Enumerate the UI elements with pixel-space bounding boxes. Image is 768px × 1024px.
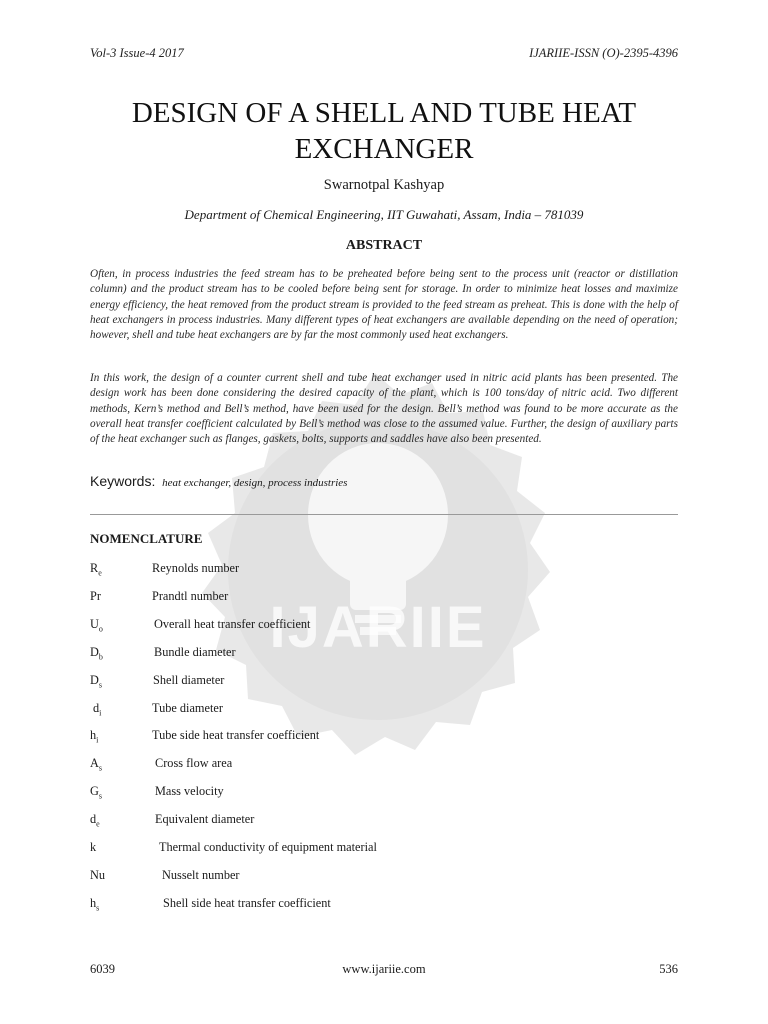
nomenclature-item bbox=[90, 589, 590, 607]
nomenclature-item bbox=[90, 728, 590, 746]
author-name: Swarnotpal Kashyap bbox=[323, 177, 445, 193]
keywords-text: heat exchanger, design, process industries bbox=[162, 477, 348, 489]
nomenclature-item bbox=[90, 701, 590, 719]
nomenclature-item bbox=[90, 645, 590, 663]
paper-title: DESIGN OF A SHELL AND TUBE HEAT EXCHANGER bbox=[131, 97, 637, 165]
nomenclature-definition: Mass velocity bbox=[155, 784, 224, 799]
nomenclature-symbol: Nu bbox=[90, 867, 106, 882]
nomenclature-symbol: $h_i$ bbox=[90, 728, 99, 745]
footer-website: www.ijariie.com bbox=[342, 962, 426, 976]
header-issn: IJARIIE-ISSN (O)-2395-4396 bbox=[529, 46, 678, 60]
abstract-paragraph: Often, in process industries the feed stream has to be preheated before being sent to the process unit (reactor or distillation column) and the product stream has to be cooled before being sent for storage. In order to minimize heat losses and maximize energy efficiency, the heat removed from the product stream is provided to the feed stream as preheat. This is done with the help of heat exchangers in process industries. Many different types of heat exchangers are available depending on the need of operation; however, shell and tube heat exchangers are by far the most commonly used heat exchangers. bbox=[90, 268, 678, 342]
nomenclature-item bbox=[90, 756, 590, 774]
abstract-paragraph: In this work, the design of a counter current shell and tube heat exchanger used in nitric acid plants has been presented. The design work has been done considering the desired capacity of the plant, which is 100 tons/day of nitric acid. Two different methods, Kern’s method and Bell’s method, have been used for the design. Bell’s method was found to be more accurate as the overall heat transfer coefficient calculated by Bell’s method was close to the assumed value. Further, the design of auxiliary parts of the heat exchanger such as flanges, gaskets, bolts, supports and saddles have also been presented. bbox=[90, 372, 678, 446]
nomenclature-definition: Shell diameter bbox=[153, 672, 225, 687]
nomenclature-definition: Equivalent diameter bbox=[155, 812, 255, 827]
nomenclature-symbol: $R_e$ bbox=[90, 561, 102, 578]
nomenclature-definition: Tube side heat transfer coefficient bbox=[152, 728, 320, 743]
nomenclature-symbol: $A_s$ bbox=[90, 756, 103, 773]
nomenclature-symbol: Pr bbox=[90, 588, 101, 603]
nomenclature-definition: Tube diameter bbox=[152, 700, 223, 715]
nomenclature-heading: NOMENCLATURE bbox=[90, 531, 203, 546]
nomenclature-definition: Thermal conductivity of equipment material bbox=[159, 840, 377, 854]
nomenclature-item bbox=[90, 896, 590, 914]
nomenclature-item bbox=[90, 784, 590, 802]
nomenclature-definition: Reynolds number bbox=[152, 561, 240, 575]
nomenclature-definition: Cross flow area bbox=[155, 756, 233, 771]
nomenclature-symbol: $d_i$ bbox=[93, 700, 102, 717]
nomenclature-item bbox=[90, 868, 590, 886]
abstract-heading: ABSTRACT bbox=[345, 238, 423, 253]
nomenclature-definition: Prandtl number bbox=[152, 588, 229, 603]
keywords-line bbox=[90, 473, 678, 489]
footer-paper-id: 6039 bbox=[90, 962, 115, 976]
header-volume: Vol-3 Issue-4 2017 bbox=[90, 46, 184, 60]
nomenclature-symbol: $d_e$ bbox=[90, 812, 100, 829]
nomenclature-definition: Bundle diameter bbox=[154, 644, 236, 659]
nomenclature-symbol: k bbox=[90, 840, 97, 854]
nomenclature-symbol: $G_s$ bbox=[90, 784, 103, 801]
keywords-label: Keywords: bbox=[90, 473, 156, 489]
nomenclature-item bbox=[90, 617, 590, 635]
nomenclature-symbol: $D_s$ bbox=[90, 672, 103, 690]
nomenclature-symbol: $h_s$ bbox=[90, 895, 100, 913]
watermark-text: IJARIIE bbox=[269, 595, 487, 660]
author-affiliation: Department of Chemical Engineering, IIT Guwahati, Assam, India – 781039 bbox=[184, 207, 584, 222]
nomenclature-definition: Overall heat transfer coefficient bbox=[154, 616, 311, 631]
nomenclature-symbol: $U_o$ bbox=[90, 616, 103, 634]
nomenclature-definition: Nusselt number bbox=[162, 867, 240, 882]
nomenclature-item bbox=[90, 812, 590, 830]
footer-page-number: 536 bbox=[659, 962, 678, 976]
nomenclature-symbol: $D_b$ bbox=[90, 644, 103, 662]
nomenclature-item bbox=[90, 673, 590, 691]
section-divider bbox=[90, 514, 678, 515]
nomenclature-item bbox=[90, 840, 590, 858]
nomenclature-definition: Shell side heat transfer coefficient bbox=[163, 895, 331, 910]
nomenclature-item bbox=[90, 561, 590, 579]
